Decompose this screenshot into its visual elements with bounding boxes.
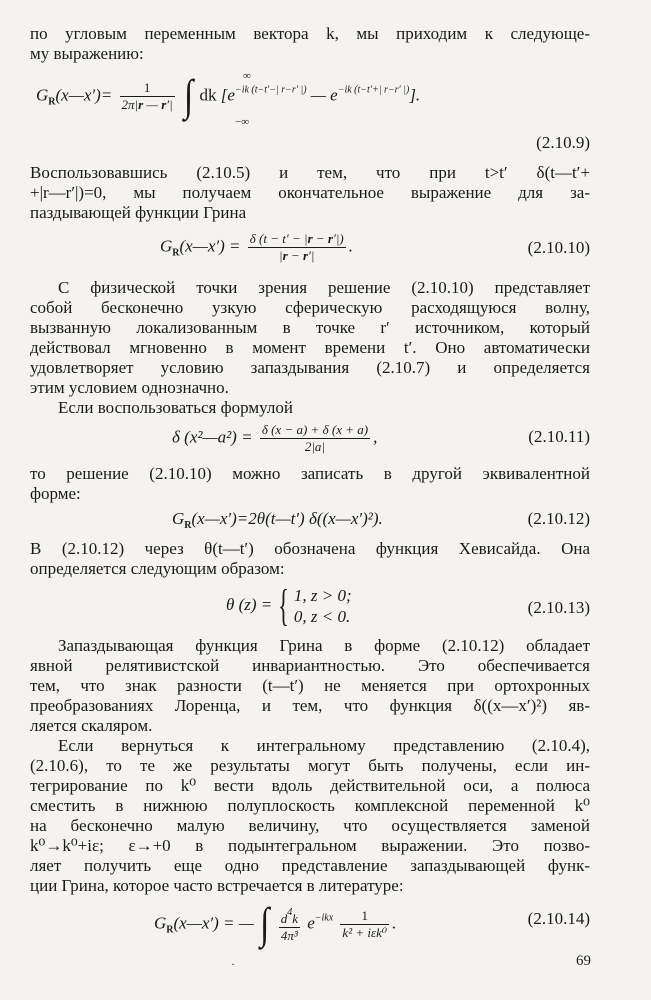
equation-number: (2.10.14): [527, 909, 590, 928]
text-line: сместить в нижнюю полуплоскость комплексной переменной k⁰: [30, 796, 590, 815]
equation-number: (2.10.12): [527, 509, 590, 528]
text-line: ляется скаляром.: [30, 716, 153, 735]
text-line: на бесконечно малую величину, что осуществляется заменой: [30, 816, 590, 835]
equation-2-10-10: $G_R(x—x')$ = $\frac{\delta (t - t' - |r - r'|)}{|r - r'|}$ .: [160, 231, 353, 263]
equation-number: (2.10.11): [528, 427, 590, 446]
equation-2-10-12: $G_R(x—x')=2\theta(t—t')$ δ((x—x′)²).: [172, 509, 383, 531]
integral-lower-limit: −∞: [235, 116, 250, 128]
text-line: удовлетворяет условию запаздывания (2.10.7) и определяется: [30, 358, 590, 377]
equation-2-10-9: $G_R(x—x')=$ $\frac{1}{2\pi|r — r'|}$ ∫ dk [$e^{-ik (t-t'-| r-r' |)}$ — $e^{-ik (t-t'+| r-r' |)}$].: [36, 71, 421, 120]
case-positive: 1, z > 0;: [293, 586, 352, 605]
print-dot: ·: [231, 957, 235, 971]
text-line: k⁰→k⁰+iε; ε→+0 в подынтегральном выражении. Это позво-: [30, 836, 590, 855]
text-line: этим условием однозначно.: [30, 378, 229, 397]
text-line: +|r—r′|)=0, мы получаем окончательное выражение для за-: [30, 183, 590, 202]
text-line: вызванную локализованным в точке r′ источником, который: [30, 318, 590, 337]
equation-number: (2.10.10): [527, 238, 590, 257]
text-line: преобразованиях Лоренца, и тем, что функция δ((x—x′)²) яв-: [30, 696, 590, 715]
text-line: ции Грина, которое часто встречается в литературе:: [30, 876, 404, 895]
text-line: ляет получить еще одно представление запаздывающей функ-: [30, 856, 590, 875]
text-line: тем, что знак разности (t—t′) не меняется при ортохронных: [30, 676, 590, 695]
text-line: то решение (2.10.10) можно записать в другой эквивалентной: [30, 464, 590, 483]
text-line: Если воспользоваться формулой: [58, 398, 293, 417]
text-line: собой бесконечно узкую сферическую расходящуюся волну,: [30, 298, 590, 317]
equation-number: (2.10.9): [536, 133, 590, 152]
text-line: форме:: [30, 484, 81, 503]
text-line: Запаздывающая функция Грина в форме (2.10.12) обладает: [58, 636, 590, 655]
text-line: Если вернуться к интегральному представлению (2.10.4),: [58, 736, 590, 755]
integral-upper-limit: ∞: [243, 70, 251, 82]
equation-number: (2.10.13): [527, 598, 590, 617]
text-line: (2.10.6), то те же результаты могут быть получены, если ин-: [30, 756, 590, 775]
text-line: действовал мгновенно в момент времени t′. Оно автоматически: [30, 338, 590, 357]
text-line: определяется следующим образом:: [30, 559, 285, 578]
text-line: Воспользовавшись (2.10.5) и тем, что при t>t′ δ(t—t′+: [30, 163, 590, 182]
text-line: явной релятивистской инвариантностью. Это обеспечивается: [30, 656, 590, 675]
case-negative: 0, z < 0.: [293, 607, 351, 626]
equation-body: (x—x′)=2θ(t—t′) δ((x—x′)²).: [191, 509, 383, 528]
equation-2-10-14: $G_R(x—x')$ = — ∫ $\frac{d^4k}{\text{4π³}}$ $e^{-ikx}$ $\frac{1}{\text{k² + iεk⁰}}$ .: [154, 899, 397, 948]
equation-2-10-13: θ (z) = { 1, z > 0; 0, z < 0.: [226, 581, 352, 630]
text-line: му выражению:: [30, 44, 144, 63]
text-line: паздывающей функции Грина: [30, 203, 247, 222]
page-number: 69: [576, 953, 591, 969]
text-line: по угловым переменным вектора k, мы приходим к следующе-: [30, 24, 590, 43]
text-line: С физической точки зрения решение (2.10.10) представляет: [58, 278, 590, 297]
text-line: В (2.10.12) через θ(t—t′) обозначена функция Хевисайда. Она: [30, 539, 590, 558]
equation-2-10-11: δ (x²—a²) = $\frac{\delta (x - a) + \delta (x + a)}{2|a|}$ ,: [172, 422, 378, 454]
text-line: тегрирование по k⁰ вести вдоль действительной оси, а полюса: [30, 776, 590, 795]
